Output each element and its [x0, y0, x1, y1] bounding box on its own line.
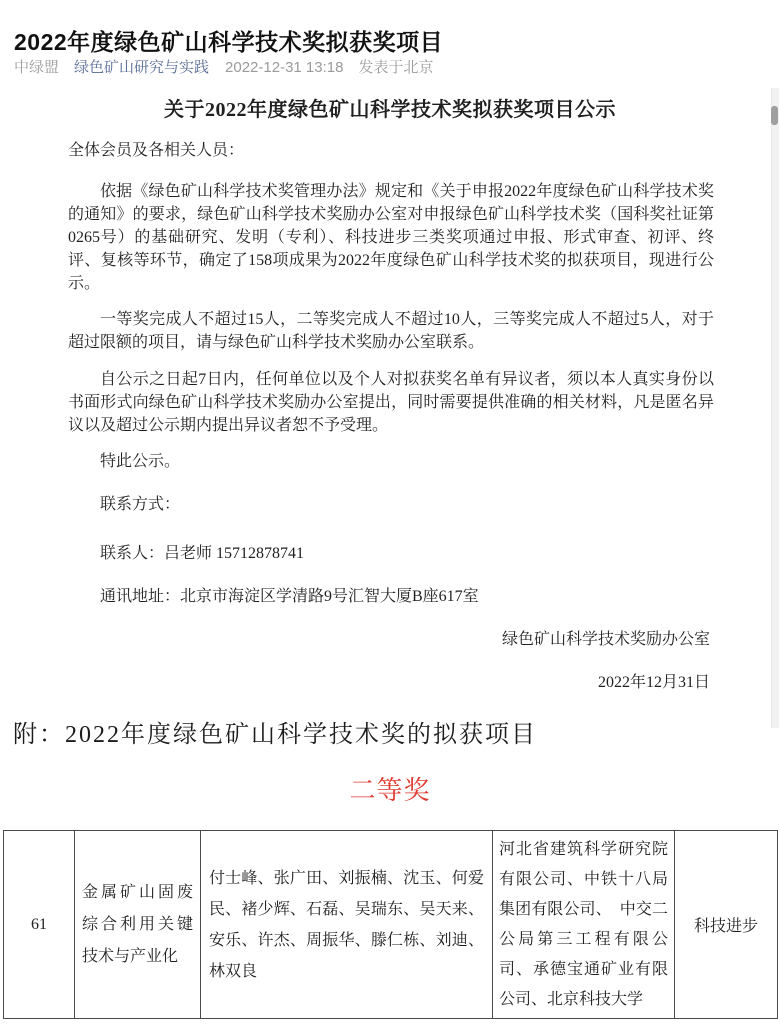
account-link[interactable]: 绿色矿山研究与实践 [74, 59, 210, 76]
category-cell: 科技进步 [675, 831, 778, 1019]
award-row [4, 831, 778, 1019]
publish-timestamp: 2022-12-31 13:18 [225, 59, 344, 76]
signature-office: 绿色矿山科学技术奖励办公室 [501, 631, 710, 648]
signature-date: 2022年12月31日 [597, 674, 710, 691]
notice-paragraph: 一等奖完成人不超过15人，二等奖完成人不超过10人，三等奖完成人不超过5人，对于超过限额的项目，请与绿色矿山科学技术奖励办公室联系。 [68, 311, 714, 351]
contact-method-label: 联系方式： [100, 496, 181, 513]
attachment-heading: 附：2022年度绿色矿山科学技术奖的拟获项目 [13, 722, 537, 748]
article-title: 2022年度绿色矿山科学技术奖拟获奖项目 [14, 29, 444, 56]
notice-paragraph: 依据《绿色矿山科学技术奖管理办法》规定和《关于申报2022年度绿色矿山科学技术奖的通知》的要求，绿色矿山科学技术奖励办公室对申报绿色矿山科学技术奖（国科奖社证第0265号）的基础研究、发明（专利）、科技进步三类奖项通过申报、形式审查、初评、终评、复核等环节，确定了158项成果为2022年度绿色矿山科学技术奖的拟获项目，现进行公示。 [68, 183, 714, 292]
contact-address-line: 通讯地址：北京市海淀区学清路9号汇智大厦B座617室 [100, 588, 479, 605]
article-meta [14, 56, 433, 77]
seq-cell: 61 [4, 831, 75, 1019]
organizations-cell: 河北省建筑科学研究院有限公司、中铁十八局集团有限公司、 中交二公局第三工程有限公司、承德宝通矿业有限公司、北京科技大学 [493, 831, 675, 1019]
winners-cell: 付士峰、张广田、刘振楠、沈玉、何爱民、褚少辉、石磊、吴瑞东、吴天来、安乐、许杰、周振华、滕仁栋、刘迪、林双良 [201, 831, 493, 1019]
scrollbar-thumb[interactable] [771, 106, 778, 125]
project-cell: 金属矿山固废综合利用关键技术与产业化 [75, 831, 201, 1019]
notice-heading: 关于2022年度绿色矿山科学技术奖拟获奖项目公示 [164, 99, 616, 121]
publish-location: 发表于北京 [358, 59, 434, 76]
awards-table [3, 830, 778, 1019]
notice-paragraph: 自公示之日起7日内，任何单位以及个人对拟获奖名单有异议者，须以本人真实身份以书面形式向绿色矿山科学技术奖励办公室提出，同时需要提供准确的相关材料，凡是匿名异议以及超过公示期内提出异议者恕不予受理。 [68, 371, 714, 434]
award-level-heading: 二等奖 [349, 775, 431, 805]
contact-person-line: 联系人：吕老师 15712878741 [100, 545, 305, 562]
notice-salutation: 全体会员及各相关人员： [68, 142, 245, 159]
scrollbar-track[interactable] [771, 88, 779, 728]
author-label: 中绿盟 [14, 59, 60, 76]
notice-proclamation: 特此公示。 [100, 453, 181, 470]
